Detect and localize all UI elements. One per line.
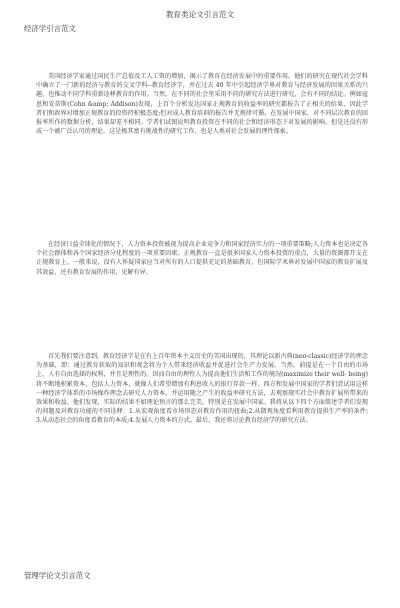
section-heading-economics: 经济学引言范文 (24, 24, 76, 33)
paragraph-1: 美国经济学家通过国民生产总值及工人工资的增加，揭示了教育在经济发展中的重要作用。他们的研究在现代社会学科中确立了一门新的经济与教育的交叉学科--教育经济学，并在过去 40 年中引起经济学界对教育与经济发展的因果关系的兴趣，也推动不同学科重新诠释教育的作用。当然，在不同的社会里采用不同的研究方法进行研究，会有不同的结论。例如寇恩和安蒂斯(Cohn &amp; Addison)发现，上百个分析发达国家正规教育的收益率的研究都报告了正相关的结果，因此学者们和政界对增加正规教育的投资持积极态度;但对成人教育培训的报告并无规律可循。在发展中国家，对不同层次教育的回报率所作的数据分析，结果却差不相同。学者们试图说明教育投资在不同的社会和经济形态下对发展的影响，但是还没有形成一个被广泛认可的理论。这是极其富有挑战性的研究工作，也是人类对社会发展的理性探索。 (36, 73, 368, 136)
section-heading-management: 管理学论文引言范文 (24, 571, 91, 580)
paragraph-2: 在经济日益全球化的情况下，人力资本投资被视为提高企业竞争力和国家经济实力的一项重要策略;人力资本也是决定各个社会群体和各个国家经济分化程度的一项重要因素。正规教育一直是很多国家人力资本投资的重点，大量的资源都开支在正规教育上。一般来说，没有人怀疑国家应当对所有的人口提供充足的基础教育，但国际学术界对发展中国家的教育扩展及其效益，还有教育发展的作用，见解有异。 (36, 241, 368, 276)
paragraph-3: 首先我们要注意到，教育经济学是在有上百年资本主义历史的美国出现的，其理论以新古典(neo-classic)经济学的理念为基础，即：通过教育获取的知识和观念将为个人带来经济收益并促进社会生产力发展。当然，前提是在一个自由的市场上，人有自由选择的权利，并且是理性的。因而自由的理性人为提高他们生活和工作的境况(maximize their well- being)将不断地积累资本，包括人力资本，就像人们希望增加有利息收入的银行存款一样。西方和发展中国家的学者们尝试用这样一种经济学体系的市场操作理念去研究人力资本，并运用随之产生的收益率研究方法，去观察现实社会中教育扩展所带来的效果和收益。他们发现，实际的结果不如理论预言的那么完美，特别是在发展中国家。我将从以下四个方面简述学者们发现的问题及对教育功能的不同诠释：1.从宏观角度看市场形态对教育作用的扭曲;2.从微观角度看利用教育提供生产率的条件;3.从动态社会的角度看教育的本质;4.发展人力资本的方式。最后，我还将讨论教育经济学的研究方法。 (36, 353, 368, 425)
page-title: 教育类论文引言范文 (165, 10, 235, 19)
